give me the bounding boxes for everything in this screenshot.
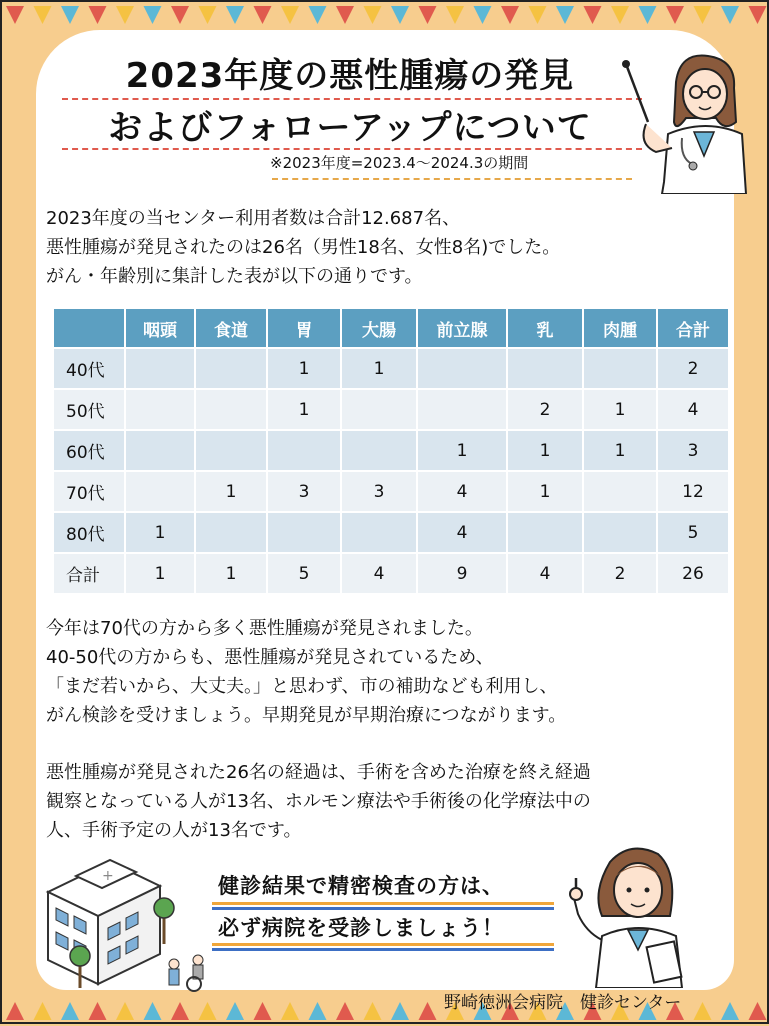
bunting-triangle xyxy=(226,1002,244,1020)
bunting-triangle xyxy=(501,6,519,24)
message-line: 「まだ若いから、大丈夫。」と思わず、市の補助なども利用し、 xyxy=(46,676,558,697)
bunting-triangle xyxy=(89,1002,107,1020)
table-cell xyxy=(126,349,194,388)
hospital-building-illustration xyxy=(28,848,216,994)
table-cell: 9 xyxy=(418,554,506,593)
bunting-triangle xyxy=(254,1002,272,1020)
table-cell xyxy=(508,349,582,388)
message-line: 今年は70代の方から多く悪性腫瘍が発見されました。 xyxy=(46,618,483,639)
header-cell: 前立腺 xyxy=(418,309,506,347)
table-cell: 12 xyxy=(658,472,728,511)
bunting-triangle xyxy=(749,1002,767,1020)
table-cell: 5 xyxy=(268,554,340,593)
table-cell: 5 xyxy=(658,513,728,552)
callout-stripe-blue-2 xyxy=(212,948,554,951)
bunting-triangle xyxy=(6,1002,24,1020)
bunting-triangle xyxy=(364,6,382,24)
doctor-pointer-illustration xyxy=(616,52,754,194)
bunting-triangle xyxy=(474,6,492,24)
table-cell: 4 xyxy=(418,513,506,552)
table-cell: 1 xyxy=(584,390,656,429)
table-cell: 2 xyxy=(584,554,656,593)
table-cell xyxy=(196,349,266,388)
table-row xyxy=(54,472,728,511)
top-bunting-decoration xyxy=(0,2,769,32)
bunting-triangle xyxy=(116,1002,134,1020)
bunting-triangle xyxy=(721,6,739,24)
bunting-triangle xyxy=(116,6,134,24)
table-cell: 4 xyxy=(342,554,416,593)
message-line: がん検診を受けましょう。早期発見が早期治療につながります。 xyxy=(46,705,567,726)
bunting-triangle xyxy=(34,1002,52,1020)
bunting-triangle xyxy=(419,6,437,24)
followup-line: 悪性腫瘍が発見された26名の経過は、手術を含めた治療を終え経過 xyxy=(46,762,591,783)
table-cell xyxy=(126,472,194,511)
bunting-triangle xyxy=(639,6,657,24)
callout-stripe-blue xyxy=(212,907,554,910)
bunting-triangle xyxy=(144,6,162,24)
bunting-triangle xyxy=(419,1002,437,1020)
bunting-triangle xyxy=(364,1002,382,1020)
table-row xyxy=(54,349,728,388)
bunting-triangle xyxy=(666,6,684,24)
table-cell xyxy=(342,390,416,429)
bunting-triangle xyxy=(336,6,354,24)
bunting-triangle xyxy=(721,1002,739,1020)
table-cell xyxy=(342,513,416,552)
table-cell xyxy=(584,349,656,388)
row-label: 50代 xyxy=(54,390,124,429)
header-cell: 合計 xyxy=(658,309,728,347)
message-line: 40-50代の方からも、悪性腫瘍が発見されているため、 xyxy=(46,647,494,668)
nurse-pointing-illustration xyxy=(566,832,706,988)
bunting-triangle xyxy=(6,6,24,24)
intro-paragraph xyxy=(46,204,560,291)
table-cell: 1 xyxy=(126,554,194,593)
table-cell: 1 xyxy=(126,513,194,552)
bunting-triangle xyxy=(199,1002,217,1020)
table-cell: 1 xyxy=(342,349,416,388)
table-cell xyxy=(126,390,194,429)
table-cell: 1 xyxy=(196,472,266,511)
message-paragraph xyxy=(46,614,566,730)
table-cell: 2 xyxy=(508,390,582,429)
bunting-triangle xyxy=(584,6,602,24)
period-note: ※2023年度=2023.4～2024.3の期間 xyxy=(270,154,529,172)
page-title-line2: およびフォローアップについて xyxy=(108,108,592,148)
table-cell: 1 xyxy=(418,431,506,470)
bunting-triangle xyxy=(336,1002,354,1020)
table-cell xyxy=(126,431,194,470)
row-label: 80代 xyxy=(54,513,124,552)
table-cell: 2 xyxy=(658,349,728,388)
bunting-triangle xyxy=(226,6,244,24)
bunting-triangle xyxy=(171,1002,189,1020)
callout-stripe-orange-2 xyxy=(212,943,554,946)
note-dash-divider xyxy=(272,178,632,180)
table-cell xyxy=(196,431,266,470)
callout-line2: 必ず病院を受診しましょう！ xyxy=(218,916,504,940)
bunting-triangle xyxy=(694,1002,712,1020)
table-cell: 3 xyxy=(268,472,340,511)
bunting-triangle xyxy=(281,1002,299,1020)
table-cell xyxy=(268,431,340,470)
table-cell: 1 xyxy=(268,390,340,429)
table-row xyxy=(54,431,728,470)
cancer-age-table xyxy=(52,307,730,595)
bunting-triangle xyxy=(61,1002,79,1020)
bunting-triangle xyxy=(199,6,217,24)
table-cell xyxy=(196,513,266,552)
bunting-triangle xyxy=(144,1002,162,1020)
table-row xyxy=(54,513,728,552)
table-cell xyxy=(418,390,506,429)
bunting-triangle xyxy=(694,6,712,24)
header-cell: 肉腫 xyxy=(584,309,656,347)
header-cell: 咽頭 xyxy=(126,309,194,347)
table-cell: 3 xyxy=(658,431,728,470)
bunting-triangle xyxy=(529,6,547,24)
table-cell: 1 xyxy=(508,472,582,511)
table-total-row xyxy=(54,554,728,593)
intro-line: 2023年度の当センター利用者数は合計12.687名、 xyxy=(46,208,461,229)
row-label: 60代 xyxy=(54,431,124,470)
intro-line: がん・年齢別に集計した表が以下の通りです。 xyxy=(46,266,423,287)
table-cell xyxy=(508,513,582,552)
header-cell: 胃 xyxy=(268,309,340,347)
table-cell xyxy=(268,513,340,552)
bunting-triangle xyxy=(309,1002,327,1020)
bunting-triangle xyxy=(611,6,629,24)
followup-line: 観察となっている人が13名、ホルモン療法や手術後の化学療法中の xyxy=(46,791,591,812)
table-cell: 1 xyxy=(268,349,340,388)
table-cell: 4 xyxy=(658,390,728,429)
row-label: 40代 xyxy=(54,349,124,388)
table-cell: 26 xyxy=(658,554,728,593)
bunting-triangle xyxy=(89,6,107,24)
bunting-triangle xyxy=(391,6,409,24)
svg-text:+: + xyxy=(102,868,114,884)
header-cell: 大腸 xyxy=(342,309,416,347)
header-cell: 食道 xyxy=(196,309,266,347)
header-cell: 乳 xyxy=(508,309,582,347)
bunting-triangle xyxy=(749,6,767,24)
table-cell xyxy=(584,472,656,511)
table-cell xyxy=(342,431,416,470)
table-cell: 1 xyxy=(584,431,656,470)
followup-line: 人、手術予定の人が13名です。 xyxy=(46,820,302,841)
callout-stripe-orange xyxy=(212,902,554,905)
bunting-triangle xyxy=(309,6,327,24)
bunting-triangle xyxy=(281,6,299,24)
table-cell xyxy=(584,513,656,552)
table-cell: 1 xyxy=(196,554,266,593)
bunting-triangle xyxy=(254,6,272,24)
table-cell xyxy=(418,349,506,388)
table-row xyxy=(54,390,728,429)
followup-paragraph xyxy=(46,758,591,845)
bunting-triangle xyxy=(446,6,464,24)
intro-line: 悪性腫瘍が発見されたのは26名（男性18名、女性8名)でした。 xyxy=(46,237,561,258)
table-cell: 4 xyxy=(508,554,582,593)
table-header-row xyxy=(54,309,728,347)
bunting-triangle xyxy=(556,6,574,24)
table-cell: 4 xyxy=(418,472,506,511)
bunting-triangle xyxy=(171,6,189,24)
row-label: 合計 xyxy=(54,554,124,593)
page-title-line1: 2023年度の悪性腫瘍の発見 xyxy=(125,56,575,96)
bunting-triangle xyxy=(34,6,52,24)
hospital-footer: 野崎徳洲会病院 健診センター xyxy=(444,993,682,1013)
header-cell xyxy=(54,309,124,347)
table-cell: 3 xyxy=(342,472,416,511)
bunting-triangle xyxy=(61,6,79,24)
row-label: 70代 xyxy=(54,472,124,511)
table-cell xyxy=(196,390,266,429)
title-dash-divider-2 xyxy=(62,148,642,150)
callout-line1: 健診結果で精密検査の方は、 xyxy=(218,874,504,898)
bunting-triangle xyxy=(391,1002,409,1020)
table-cell: 1 xyxy=(508,431,582,470)
